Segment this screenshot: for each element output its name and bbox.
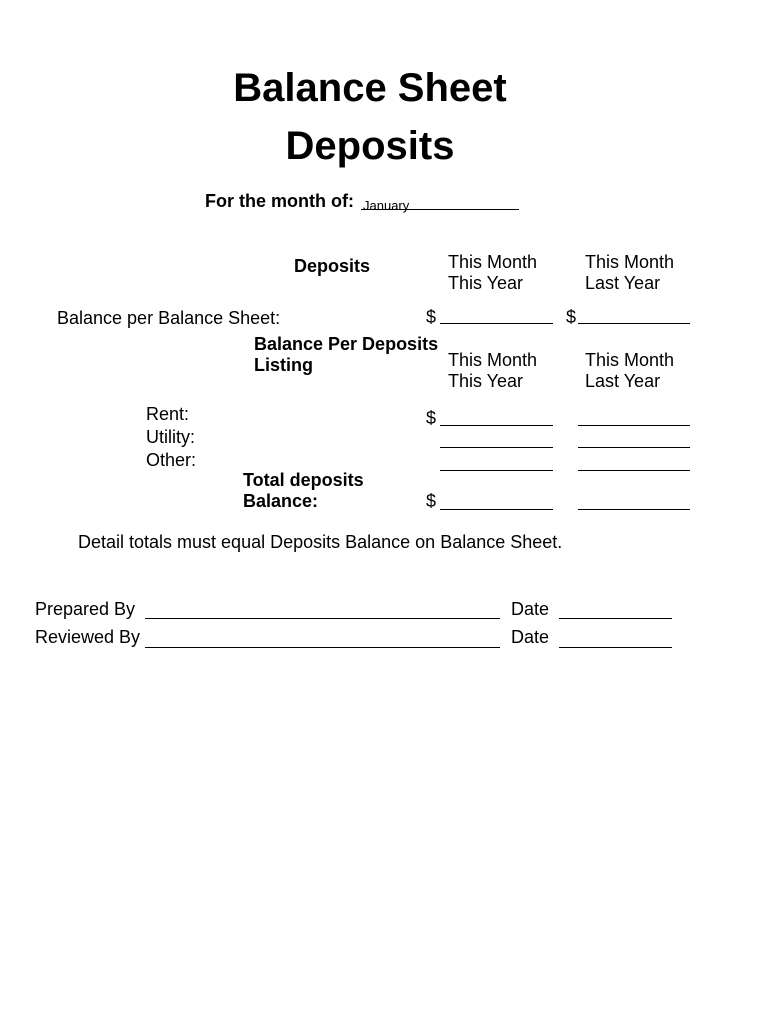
page-subtitle: Deposits xyxy=(285,124,455,168)
total-this-year-field[interactable] xyxy=(440,509,553,510)
listing-header: Balance Per Deposits Listing xyxy=(254,334,439,375)
deposits-header: Deposits xyxy=(294,256,371,276)
month-underline[interactable] xyxy=(361,209,519,210)
date-label: Date xyxy=(511,627,550,647)
balance-this-year-field[interactable] xyxy=(440,323,553,324)
total-last-year-field[interactable] xyxy=(578,509,690,510)
listing-col-last-year: This Month Last Year xyxy=(585,350,675,391)
reviewed-by-field[interactable] xyxy=(145,647,500,648)
currency-symbol: $ xyxy=(426,408,437,428)
prepared-date-field[interactable] xyxy=(559,618,672,619)
col-this-month-this-year: This Month This Year xyxy=(448,252,538,293)
date-label: Date xyxy=(511,599,550,619)
other-this-year-field[interactable] xyxy=(440,470,553,471)
balance-last-year-field[interactable] xyxy=(578,323,690,324)
rent-last-year-field[interactable] xyxy=(578,425,690,426)
detail-note: Detail totals must equal Deposits Balance on Balance Sheet. xyxy=(78,532,563,552)
balance-per-sheet-label: Balance per Balance Sheet: xyxy=(57,308,281,328)
rent-label: Rent: xyxy=(146,404,190,424)
month-value: January xyxy=(363,198,410,213)
reviewed-date-field[interactable] xyxy=(559,647,672,648)
prepared-by-field[interactable] xyxy=(145,618,500,619)
utility-label: Utility: xyxy=(146,427,195,447)
currency-symbol: $ xyxy=(426,307,437,327)
total-deposits-label: Total deposits Balance: xyxy=(243,470,364,511)
rent-this-year-field[interactable] xyxy=(440,425,553,426)
other-last-year-field[interactable] xyxy=(578,470,690,471)
currency-symbol: $ xyxy=(426,491,437,511)
reviewed-by-label: Reviewed By xyxy=(35,627,141,647)
utility-this-year-field[interactable] xyxy=(440,447,553,448)
prepared-by-label: Prepared By xyxy=(35,599,136,619)
currency-symbol: $ xyxy=(566,307,577,327)
col-this-month-last-year: This Month Last Year xyxy=(585,252,675,293)
listing-col-this-year: This Month This Year xyxy=(448,350,538,391)
page-title: Balance Sheet xyxy=(233,66,507,110)
utility-last-year-field[interactable] xyxy=(578,447,690,448)
other-label: Other: xyxy=(146,450,197,470)
month-label: For the month of: xyxy=(205,191,354,211)
